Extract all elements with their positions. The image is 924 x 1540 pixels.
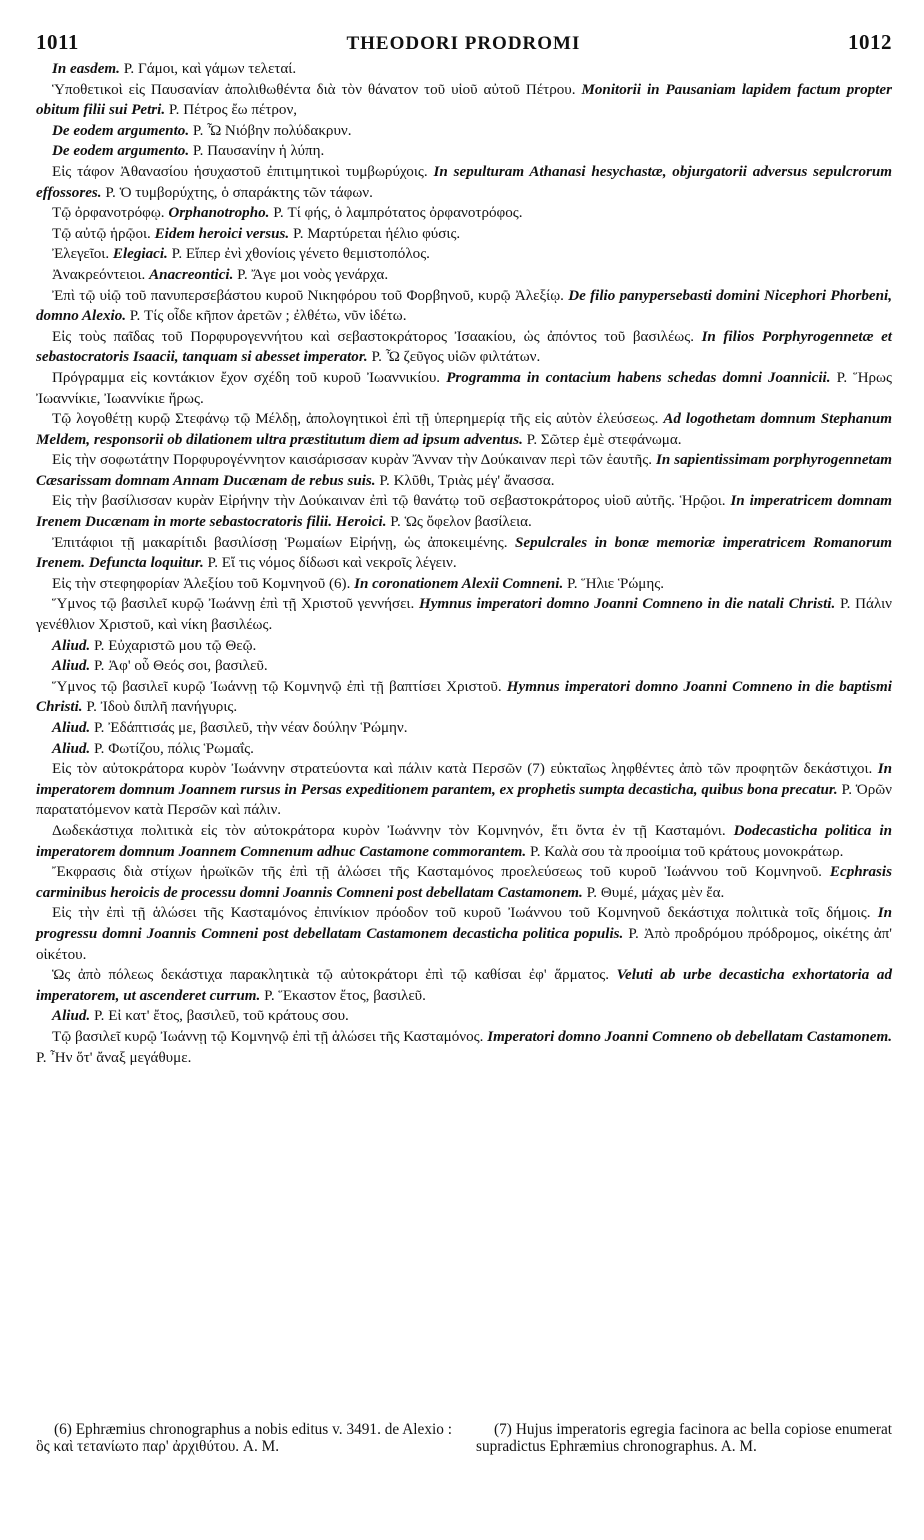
poem-entry [36, 368, 892, 409]
greek-title: Εἰς τὴν σοφωτάτην Πορφυρογέννητον καισάρισσαν κυρὰν Ἄνναν τὴν Δούκαιναν περὶ τῶν ἑαυτῆς. [52, 452, 656, 469]
incipit: P. Γάμοι, καὶ γάμων τελεταί. [119, 61, 297, 77]
poem-entry [36, 533, 892, 574]
incipit: P. Εἴ τις νόμος δίδωσι καὶ νεκροῖς λέγειν. [203, 555, 457, 572]
poem-entry [36, 656, 892, 677]
poem-entry [36, 677, 892, 718]
latin-title: Eidem heroici versus. [154, 225, 290, 242]
poem-entry [36, 718, 892, 739]
running-header [36, 30, 892, 55]
greek-title: Εἰς τὴν ἐπὶ τῇ ἁλώσει τῆς Κασταμόνος ἐπινίκιον πρόοδον τοῦ κυροῦ Ἰωάννου τοῦ Κομνηνοῦ δεκάστιχα πολιτικὰ τοῖς δήμοις. [52, 905, 878, 922]
latin-title: De eodem argumento. [52, 143, 190, 160]
incipit: P. Τίς οἶδε κῆπον ἀρετῶν ; ἐλθέτω, νῦν ἰδέτω. [126, 308, 407, 325]
latin-title: Ad logothetam domnum Stephanum Meldem, responsorii ob dilationem ultra præstitutum diem ad ipsum adventus. [36, 411, 892, 448]
greek-title: Τῷ βασιλεῖ κυρῷ Ἰωάννῃ τῷ Κομνηνῷ ἐπὶ τῇ ἁλώσει τῆς Κασταμόνος. [52, 1028, 488, 1045]
greek-title: Ἀνακρεόντειοι. [52, 266, 150, 283]
incipit: P. Ὁρῶν παρατατόμενον κατὰ Περσῶν καὶ πάλιν. [36, 781, 892, 819]
incipit: P. Πέτρος ἔω πέτρον, [165, 102, 298, 119]
footnote-6: (6) Ephræmius chronographus a nobis editus v. 3491. de Alexio : ὃς καὶ τετανίωτο παρ' ἀρχιθύτου. A. M. [36, 1421, 452, 1456]
latin-title: Dodecasticha politica in imperatorem domnum Joannem Comnenum adhuc Castamone commorantem. [36, 822, 892, 860]
greek-title: Ὕμνος τῷ βασιλεῖ κυρῷ Ἰωάννῃ ἐπὶ τῇ Χριστοῦ γεννήσει. [52, 596, 419, 613]
incipit: P. Μαρτύρεται ἡέλιο φύσις. [289, 225, 461, 242]
greek-title: Τῷ αὐτῷ ἡρῷοι. [52, 225, 155, 242]
incipit: P. Ὡς ὄφελον βασίλεια. [386, 514, 532, 531]
incipit: P. Ὁ τυμβορύχτης, ὁ σπαράκτης τῶν τάφων. [101, 184, 373, 201]
greek-title: Τῷ λογοθέτῃ κυρῷ Στεφάνῳ τῷ Μέλδῃ, ἀπολογητικοὶ ἐπὶ τῇ ὑπερημερίᾳ τῆς εἰς αὐτὸν ἐλεύσεως. [52, 411, 664, 428]
incipit: P. Ἐδάπτισάς με, βασιλεῦ, τὴν νέαν δούλην Ῥώμην. [90, 720, 408, 736]
incipit: P. Ὦ ζεῦγος υἱῶν φιλτάτων. [367, 349, 541, 366]
greek-title: Τῷ ὀρφανοτρόφῳ. [52, 205, 169, 222]
latin-title: In coronationem Alexii Comneni. [354, 575, 564, 592]
poem-entry [36, 59, 892, 80]
latin-title: Aliud. [52, 740, 91, 757]
page [36, 30, 892, 1068]
poem-entry [36, 1006, 892, 1027]
incipit: P. Σῶτερ ἐμὲ στεφάνωμα. [522, 431, 682, 448]
poem-entry [36, 759, 892, 821]
latin-title: Veluti ab urbe decasticha exhortatoria ad imperatorem, ut ascenderet currum. [36, 967, 892, 1004]
poem-entry [36, 862, 892, 903]
page-number-right: 1012 [848, 30, 892, 54]
poem-entry [36, 965, 892, 1006]
greek-title: Δωδεκάστιχα πολιτικὰ εἰς τὸν αὐτοκράτορα κυρὸν Ἰωάννην τὸν Κομνηνόν, ἔτι ὄντα ἐν τῇ Κασταμόνι. [52, 822, 734, 839]
poem-list [36, 59, 892, 1068]
poem-entry [36, 636, 892, 657]
latin-title: In sapientissimam porphyrogennetam Cæsarissam domnam Annam Ducænam de rebus suis. [36, 452, 893, 489]
latin-title: Anacreontici. [149, 266, 234, 283]
running-title: THEODORI PRODROMI [346, 33, 581, 54]
poem-entry [36, 265, 892, 286]
poem-entry [36, 327, 892, 368]
latin-title: Aliud. [52, 720, 91, 736]
latin-title: In imperatricem domnam Irenem Ducænam in morte sebastocratoris filii. Heroici. [36, 493, 892, 531]
incipit: P. Ἀφ' οὗ Θεός σοι, βασιλεῦ. [90, 658, 268, 675]
page-number-left: 1011 [36, 30, 79, 54]
poem-entry [36, 162, 892, 203]
poem-entry [36, 1027, 892, 1068]
latin-title: De filio panypersebasti domini Nicephori Phorbeni, domno Alexio. [36, 287, 892, 325]
latin-title: Aliud. [52, 637, 91, 654]
latin-title: Orphanotropho. [168, 205, 270, 222]
latin-title: Monitorii in Pausaniam lapidem factum propter obitum filii sui Petri. [36, 81, 892, 119]
poem-entry [36, 80, 892, 121]
greek-title: Πρόγραμμα εἰς κοντάκιον ἔχον σχέδη τοῦ κυροῦ Ἰωαννικίου. [52, 369, 447, 386]
latin-title: In filios Porphyrogennetæ et sebastocratoris Isaacii, tanquam si abesset imperator. [36, 328, 892, 366]
poem-entry [36, 224, 892, 245]
footnote-7: (7) Hujus imperatoris egregia facinora ac bella copiose enumerat supradictus Ephræmius chronographus. A. M. [476, 1421, 892, 1456]
latin-title: Hymnus imperatori domno Joanni Comneno in die natali Christi. [418, 596, 836, 613]
latin-title: Aliud. [52, 658, 91, 675]
greek-title: Ὕμνος τῷ βασιλεῖ κυρῷ Ἰωάννῃ τῷ Κομνηνῷ ἐπὶ τῇ βαπτίσει Χριστοῦ. [52, 678, 507, 695]
incipit: P. Εὐχαριστῶ μου τῷ Θεῷ. [90, 637, 257, 654]
greek-title: Εἰς τάφον Ἀθανασίου ἡσυχαστοῦ ἐπιτιμητικοὶ τυμβωρύχοις. [52, 163, 434, 180]
incipit: P. Ἥλιε Ῥώμης. [563, 575, 665, 592]
poem-entry [36, 141, 892, 162]
greek-title: Ὑποθετικοὶ εἰς Παυσανίαν ἀπολιθωθέντα διὰ τὸν θάνατον τοῦ υἱοῦ αὐτοῦ Πέτρου. [52, 81, 582, 98]
latin-title: Sepulcrales in bonæ memoriæ imperatricem Romanorum Irenem. Defuncta loquitur. [36, 534, 892, 572]
greek-title: Εἰς τὴν βασίλισσαν κυρὰν Εἰρήνην τὴν Δούκαιναν ἐπὶ τῷ θανάτῳ τοῦ σεβαστοκράτορος υἱοῦ αὐτῆς. Ἡρῷοι. [52, 493, 731, 510]
incipit: P. Πάλιν γενέθλιον Χριστοῦ, καὶ νίκη βασιλέως. [36, 596, 892, 634]
greek-title: Ἐπιτάφιοι τῇ μακαρίτιδι βασιλίσσῃ Ῥωμαίων Εἰρήνῃ, ὡς ἀποκειμένης. [52, 534, 515, 551]
latin-title: Ecphrasis carminibus heroicis de processu domni Joannis Comneni post debellatam Castamonem. [36, 864, 892, 901]
greek-title: Ὡς ἀπὸ πόλεως δεκάστιχα παρακλητικὰ τῷ αὐτοκράτορι ἐπὶ τῷ καθίσαι ἐφ' ἅρματος. [52, 967, 617, 984]
poem-entry [36, 491, 892, 532]
incipit: P. Ἥρως Ἰωαννίκιε, Ἰωαννίκιε ἥρως. [36, 369, 892, 407]
poem-entry [36, 203, 892, 224]
incipit: P. Φωτίζου, πόλις Ῥωμαΐς. [90, 740, 254, 757]
incipit: P. Ὦ Νιόβην πολύδακρυν. [189, 122, 352, 139]
incipit: P. Ἀπὸ προδρόμου πρόδρομος, οἰκέτης ἀπ' οἰκέτου. [36, 925, 892, 963]
latin-title: In imperatorem domnum Joannem rursus in Persas expeditionem parantem, ex prophetis sumpta decasticha, quibus bona precatur. [36, 761, 892, 798]
latin-title: In easdem. [52, 61, 120, 77]
greek-title: Εἰς τὸν αὐτοκράτορα κυρὸν Ἰωάννην στρατεύοντα καὶ πάλιν κατὰ Περσῶν (7) εὐκταῖως ληφθέντες ἀπὸ τῶν προφητῶν δεκάστιχοι. [52, 761, 878, 778]
poem-entry [36, 121, 892, 142]
footnotes [36, 1406, 892, 1471]
greek-title: Εἰς τοὺς παῖδας τοῦ Πορφυρογεννήτου καὶ σεβαστοκράτορος Ἰσαακίου, ὡς ἀπόντος τοῦ βασιλέως. [52, 328, 702, 345]
incipit: P. Καλὰ σου τὰ προοίμια τοῦ κράτους μονοκράτωρ. [526, 843, 844, 860]
poem-entry [36, 409, 892, 450]
poem-entry [36, 244, 892, 265]
greek-title: Ἔκφρασις διὰ στίχων ἡρωϊκῶν τῆς ἐπὶ τῇ ἁλώσει τῆς Κασταμόνος προελεύσεως τοῦ κυροῦ Ἰωάννου τοῦ Κομνηνοῦ. [52, 864, 830, 881]
poem-entry [36, 574, 892, 595]
poem-entry [36, 594, 892, 635]
incipit: P. Ἕκαστον ἔτος, βασιλεῦ. [260, 987, 426, 1004]
incipit: P. Εἴπερ ἐνὶ χθονίοις γένετο θεμιστοπόλος. [167, 246, 430, 263]
latin-title: Hymnus imperatori domno Joanni Comneno in die baptismi Christi. [36, 678, 892, 716]
latin-title: In sepulturam Athanasi hesychastæ, objurgatorii adversus sepulcrorum effossores. [36, 163, 892, 201]
latin-title: De eodem argumento. [52, 122, 190, 139]
poem-entry [36, 286, 892, 327]
incipit: P. Θυμέ, μάχας μὲν ἔα. [582, 884, 725, 901]
greek-title: Ἐλεγεῖοι. [52, 246, 113, 263]
incipit: P. Ἰδοὺ διπλῆ πανήγυρις. [82, 699, 238, 716]
greek-title: Εἰς τὴν στεφηφορίαν Ἀλεξίου τοῦ Κομνηνοῦ (6). [52, 575, 355, 592]
latin-title: In progressu domni Joannis Comneni post debellatam Castamonem decasticha politica populis. [36, 905, 892, 942]
incipit: P. Παυσανίην ἡ λύπη. [189, 143, 325, 160]
poem-entry [36, 450, 892, 491]
incipit: P. Κλῦθι, Τριὰς μέγ' ἄνασσα. [375, 472, 555, 489]
incipit: P. Τί φής, ὁ λαμπρότατος ὀρφανοτρόφος. [269, 205, 523, 222]
latin-title: Imperatori domno Joanni Comneno ob debellatam Castamonem. [487, 1028, 892, 1045]
latin-title: Aliud. [52, 1008, 91, 1025]
poem-entry [36, 903, 892, 965]
incipit: P. Ἦν ὅτ' ἄναξ μεγάθυμε. [36, 1049, 192, 1066]
poem-entry [36, 739, 892, 760]
greek-title: Ἐπὶ τῷ υἱῷ τοῦ πανυπερσεβάστου κυροῦ Νικηφόρου τοῦ Φορβηνοῦ, κυρῷ Ἀλεξίῳ. [52, 287, 569, 304]
latin-title: Programma in contacium habens schedas domni Joannicii. [446, 369, 831, 386]
latin-title: Elegiaci. [112, 246, 168, 263]
incipit: P. Εἰ κατ' ἔτος, βασιλεῦ, τοῦ κράτους σου. [90, 1008, 349, 1025]
incipit: P. Ἄγε μοι νοὸς γενάρχα. [233, 266, 389, 283]
poem-entry [36, 821, 892, 862]
